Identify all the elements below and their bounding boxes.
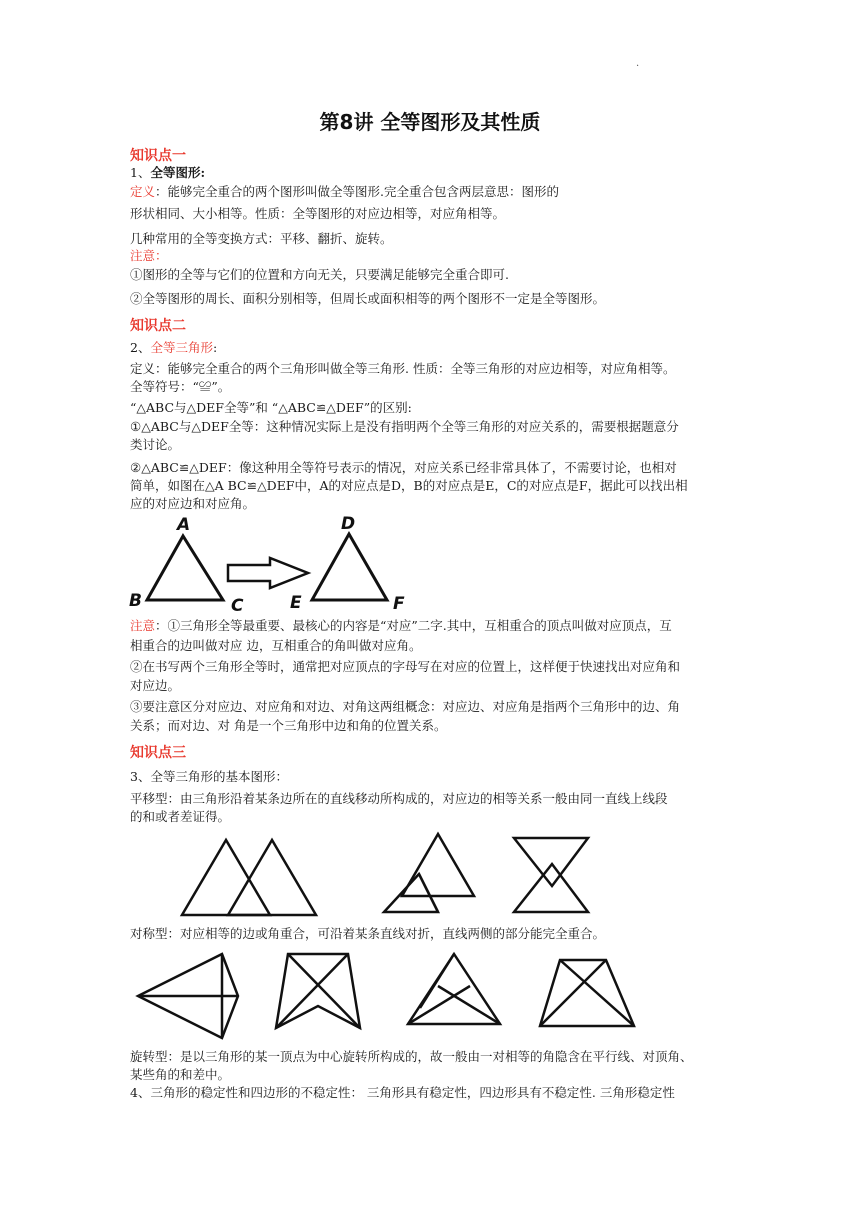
translation-figures	[178, 830, 598, 920]
s3-rotate-line-2: 某些角的和差中。	[130, 1067, 231, 1082]
label-d: D	[341, 514, 356, 534]
translation-figure-3	[514, 838, 588, 912]
section-2-heading: 知识点二	[130, 318, 186, 334]
s1-note-1: ①图形的全等与它们的位置和方向无关，只要满足能够完全重合即可.	[130, 267, 509, 282]
s2-note-2-line-2: 对应边。	[130, 678, 181, 693]
label-e: E	[290, 593, 302, 613]
symmetric-figure-3	[408, 954, 500, 1024]
s2-point-1-line-2: 类讨论。	[130, 437, 181, 452]
s2-item-title: 2、全等三角形:	[130, 340, 218, 355]
s2-point-2-line-1: ②△ABC≌△DEF：像这种用全等符号表示的情况，对应关系已经非常具体了，不需要讨论，也相对	[130, 460, 677, 475]
section-3-heading: 知识点三	[130, 745, 186, 761]
s2-note-1-line-2: 相重合的边叫做对应 边，互相重合的角叫做对应角。	[130, 638, 422, 653]
s1-note-2: ②全等图形的周长、面积分别相等，但周长或面积相等的两个图形不一定是全等图形。	[130, 291, 606, 306]
label-f: F	[393, 594, 405, 614]
s1-item-title: 1、全等图形:	[130, 165, 206, 180]
arrow-shape	[228, 558, 308, 588]
label-b: B	[129, 591, 142, 611]
symmetric-figures	[130, 948, 640, 1040]
translation-figure-2	[384, 834, 474, 912]
label-a: A	[177, 515, 191, 535]
triangle-abc	[147, 536, 223, 600]
symmetric-figure-4	[540, 960, 634, 1026]
triangle-def	[312, 534, 387, 600]
s2-definition-line-2: 全等符号：“≌”。	[130, 379, 231, 394]
s1-transforms: 几种常用的全等变换方式：平移、翻折、旋转。	[130, 231, 393, 246]
s3-item: 3、全等三角形的基本图形：	[130, 769, 288, 784]
s3-translate-line-2: 的和或者差证得。	[130, 809, 231, 824]
s3-symmetric: 对称型：对应相等的边或角重合，可沿着某条直线对折，直线两侧的部分能完全重合。	[130, 926, 606, 941]
header-dot: .	[636, 58, 640, 69]
s1-note-label: 注意：	[130, 248, 168, 263]
symmetric-figure-1	[138, 954, 238, 1038]
s3-stability: 4、三角形的稳定性和四边形的不稳定性： 三角形具有稳定性，四边形具有不稳定性. 三角形稳定性	[130, 1085, 675, 1100]
section-1-heading: 知识点一	[130, 148, 186, 164]
s3-rotate-line-1: 旋转型：是以三角形的某一顶点为中心旋转所构成的，故一般由一对相等的角隐含在平行线、对顶角、	[130, 1049, 693, 1064]
s2-definition-line-1: 定义：能够完全重合的两个三角形叫做全等三角形. 性质：全等三角形的对应边相等，对应角相等。	[130, 361, 676, 376]
s2-note-3-line-2: 关系；而对边、对 角是一个三角形中边和角的位置关系。	[130, 718, 447, 733]
s1-definition-line-2: 形状相同、大小相等。性质：全等图形的对应边相等，对应角相等。	[130, 206, 506, 221]
translation-figure-1	[182, 840, 316, 915]
s2-point-1-line-1: ①△ABC与△DEF全等：这种情况实际上是没有指明两个全等三角形的对应关系的，需要根据题意分	[130, 419, 679, 434]
s2-note-3-line-1: ③要注意区分对应边、对应角和对边、对角这两组概念：对应边、对应角是指两个三角形中的边、角	[130, 699, 681, 714]
s1-definition-line-1: 定义：能够完全重合的两个图形叫做全等图形.完全重合包含两层意思：图形的	[130, 184, 559, 199]
s2-point-2-line-2: 简单，如图在△A BC≌△DEF中，A的对应点是D，B的对应点是E，C的对应点是F，据此可以找出相	[130, 478, 688, 493]
label-c: C	[231, 596, 244, 616]
congruent-triangles-figure	[125, 512, 425, 614]
s3-translate-line-1: 平移型：由三角形沿着某条边所在的直线移动所构成的，对应边的相等关系一般由同一直线上线段	[130, 791, 668, 806]
s2-note-1-line-1: 注意：①三角形全等最重要、最核心的内容是“对应”二字.其中，互相重合的顶点叫做对应顶点，互	[130, 618, 672, 633]
s2-point-2-line-3: 应的对应边和对应角。	[130, 496, 256, 511]
symmetric-figure-2	[276, 954, 360, 1028]
page-title: 第8讲 全等图形及其性质	[319, 110, 541, 134]
s2-note-2-line-1: ②在书写两个三角形全等时，通常把对应顶点的字母写在对应的位置上，这样便于快速找出对应角和	[130, 659, 681, 674]
s2-difference-line: “△ABC与△DEF全等”和 “△ABC≌△DEF”的区别:	[130, 400, 412, 415]
